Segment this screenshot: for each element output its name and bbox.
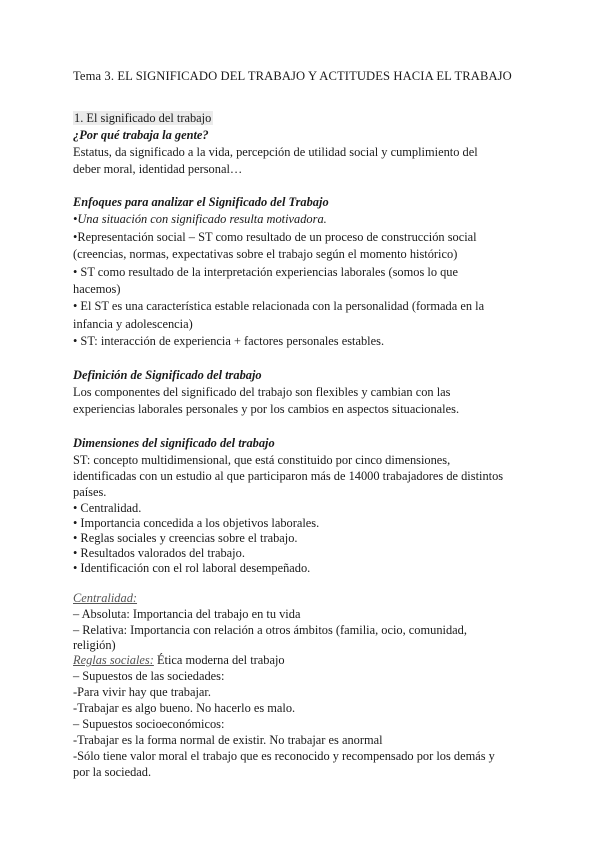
dimensiones-heading: Dimensiones del significado del trabajo [73,436,275,450]
dimensiones-body-line-3: países. [73,485,107,499]
enfoques-heading: Enfoques para analizar el Significado del Trabajo [73,195,329,209]
centralidad-line-1: – Absoluta: Importancia del trabajo en tu vida [73,607,301,621]
dimensiones-item-3: • Reglas sociales y creencias sobre el trabajo. [73,531,298,545]
dimensiones-item-5: • Identificación con el rol laboral desempeñado. [73,561,311,575]
centralidad-line-2: – Relativa: Importancia con relación a otros ámbitos (familia, ocio, comunidad, [73,623,467,637]
enfoques-item-3: • ST como resultado de la interpretación experiencias laborales (somos lo que [73,265,458,279]
dimensiones-body-line-2: identificadas con un estudio al que participaron más de 14000 trabajadores de distintos [73,469,504,483]
enfoques-item-1: •Una situación con significado resulta motivadora. [73,212,327,226]
enfoques-item-2: •Representación social – ST como resultado de un proceso de construcción social [73,230,477,244]
reglas-heading-line [73,652,285,668]
reglas-line-6: -Sólo tiene valor moral el trabajo que es reconocido y recompensado por los demás y [73,749,495,763]
reglas-line-4: – Supuestos socioeconómicos: [73,717,225,731]
dimensiones-item-2: • Importancia concedida a los objetivos laborales. [73,516,320,530]
centralidad-line-3: religión) [73,638,116,652]
enfoques-item-2-cont: (creencias, normas, expectativas sobre el trabajo según el momento histórico) [73,247,458,261]
question-body-line-2: deber moral, identidad personal… [73,162,243,176]
question-body-line-1: Estatus, da significado a la vida, percepción de utilidad social y cumplimiento del [73,145,478,159]
question-heading: ¿Por qué trabaja la gente? [73,128,209,142]
definicion-body-line-2: experiencias laborales personales y por los cambios en aspectos situacionales. [73,402,460,416]
dimensiones-body-line-1: ST: concepto multidimensional, que está constituido por cinco dimensiones, [73,453,451,467]
dimensiones-item-4: • Resultados valorados del trabajo. [73,546,245,560]
reglas-line-5: -Trabajar es la forma normal de existir. No trabajar es anormal [73,733,383,747]
definicion-heading: Definición de Significado del trabajo [73,368,262,382]
enfoques-item-4: • El ST es una característica estable relacionada con la personalidad (formada en la [73,299,485,313]
centralidad-label: Centralidad: [73,591,138,605]
reglas-label: Reglas sociales: [73,653,154,667]
reglas-line-7: por la sociedad. [73,765,152,779]
definicion-body-line-1: Los componentes del significado del trabajo son flexibles y cambian con las [73,385,451,399]
enfoques-item-3-cont: hacemos) [73,282,121,296]
dimensiones-item-1: • Centralidad. [73,501,142,515]
reglas-line-3: -Trabajar es algo bueno. No hacerlo es malo. [73,701,296,715]
section-1-label: 1. El significado del trabajo [74,111,212,125]
section-1-heading [73,110,213,126]
enfoques-item-5: • ST: interacción de experiencia + factores personales estables. [73,334,385,348]
document-title: Tema 3. EL SIGNIFICADO DEL TRABAJO Y ACTITUDES HACIA EL TRABAJO [73,69,512,83]
enfoques-item-4-cont: infancia y adolescencia) [73,317,193,331]
reglas-line-2: -Para vivir hay que trabajar. [73,685,211,699]
reglas-line-1: – Supuestos de las sociedades: [73,669,225,683]
reglas-label-rest: Ética moderna del trabajo [153,653,285,667]
